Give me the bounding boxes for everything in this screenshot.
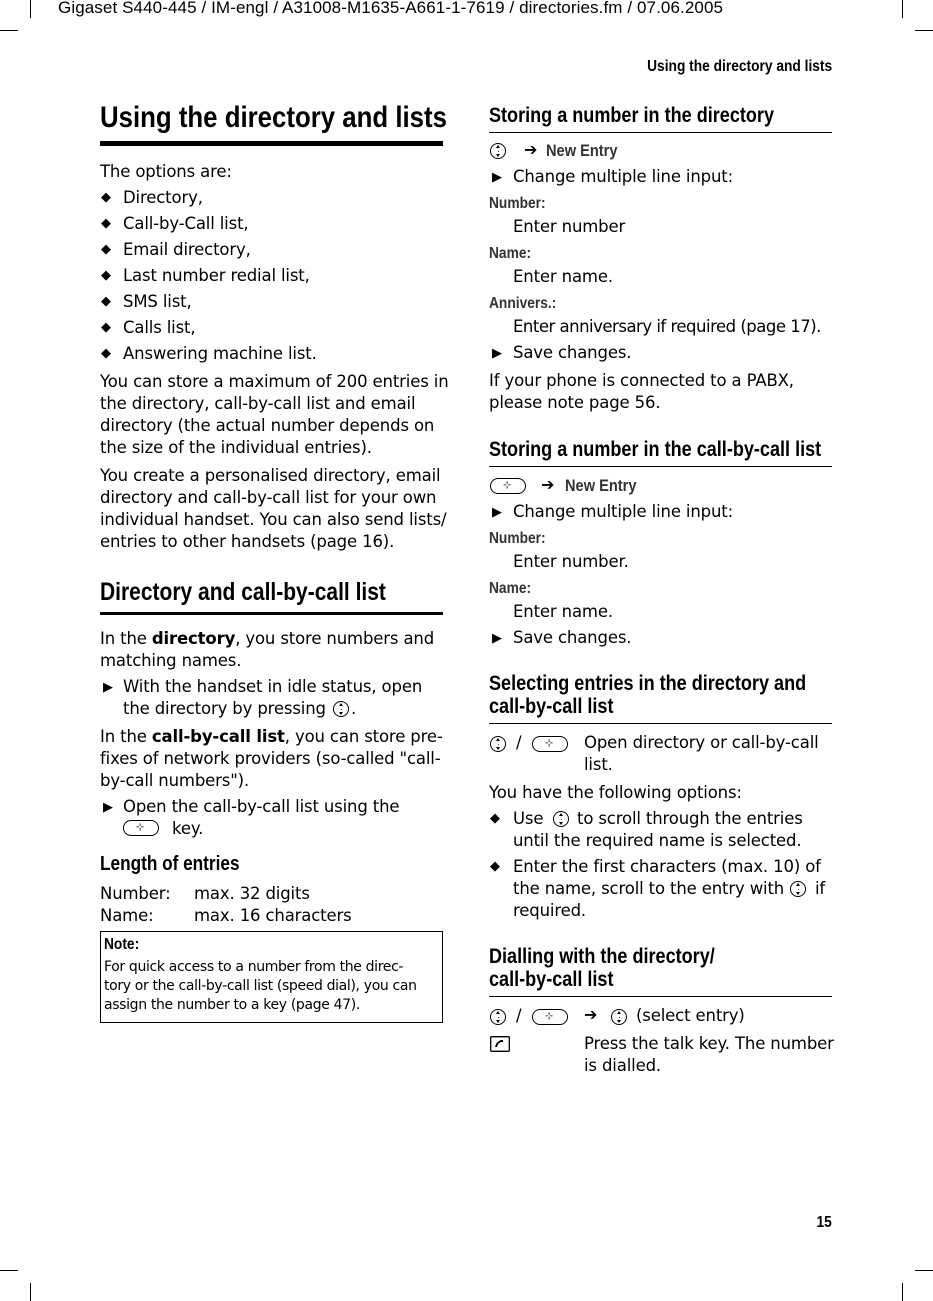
control-key-icon [790,881,806,897]
text-line: With the handset in idle status, open [123,677,423,696]
text-line: individual handset. You can also send lists/ [100,510,447,529]
bullet-icon: ◆ [101,242,111,257]
list-item: Directory, [123,188,203,207]
control-key-icon [611,1009,627,1025]
text-line: Enter name. [513,602,613,621]
text-line: Enter anniversary if required (page 17). [513,317,821,336]
list-item: Calls list, [123,318,196,337]
crop-mark [0,30,18,31]
section-rule [100,612,443,615]
control-key-icon [490,736,506,752]
step-arrow-icon: ▶ [103,680,113,695]
length-title: Length of entries [100,853,240,875]
length-value: max. 32 digits [194,884,310,903]
list-item: Last number redial list, [123,266,310,285]
list-item: Call-by-Call list, [123,214,249,233]
menu-arrow-icon: ➔ [584,1005,598,1024]
running-header: Gigaset S440-445 / IM-engl / A31008-M1635-A661-1-7619 / directories.fm / 07.06.2005 [58,0,724,17]
menu-arrow-icon: ➔ [541,475,555,494]
display-key-icon: ⊹ [532,736,568,752]
text-line: the size of the individual entries). [100,438,372,457]
control-key-icon [553,811,569,827]
title-rule [100,141,443,146]
text-line: the directory by pressing [123,699,326,718]
field-label-name: Name: [489,245,532,262]
bullet-icon: ◆ [101,346,111,361]
section-rule [489,996,832,997]
directory-paragraph [100,628,434,650]
text-line: list. [584,755,613,774]
text-span: , you can store pre- [284,727,443,746]
bullet-icon: ◆ [101,268,111,283]
control-key-icon [490,143,506,159]
control-key-icon [333,701,349,717]
text-line: please note page 56. [489,393,661,412]
section-rule [489,132,832,133]
talk-key-icon [490,1036,510,1052]
page-title: Using the directory and lists [100,101,447,134]
bullet-icon: ◆ [101,320,111,335]
text-span: In the [100,629,152,648]
crop-mark [30,0,31,18]
step-arrow-icon: ▶ [103,800,113,815]
text-line: Change multiple line input: [513,502,734,521]
bullet-icon: ◆ [101,216,111,231]
section-title-select: Selecting entries in the directory and [489,672,807,695]
crop-mark [915,30,933,31]
text-line: Enter number [513,217,626,236]
text-span: directory [151,629,236,648]
step-arrow-icon: ▶ [492,631,502,646]
text-line: (select entry) [636,1006,745,1025]
crop-mark [902,1283,903,1301]
text-line: Change multiple line input: [513,167,734,186]
length-value: max. 16 characters [194,906,352,925]
text-span: call-by-call list [151,727,285,746]
text-line: You can store a maximum of 200 entries in [100,372,449,391]
text-line: fixes of network providers (so-called "call- [100,749,441,768]
text-line: directory (the actual number depends on [100,416,435,435]
section-title-store-directory: Storing a number in the directory [489,104,774,127]
step-arrow-icon: ▶ [492,170,502,185]
menu-new-entry: New Entry [546,141,618,160]
length-label: Number: [100,884,171,903]
text-line: Enter number. [513,552,629,571]
text-line: key. [172,819,204,838]
step-arrow-icon: ▶ [492,346,502,361]
section-rule [489,466,832,467]
text-line: entries to other handsets (page 16). [100,532,395,551]
field-label-number: Number: [489,195,546,212]
text-line: Save changes. [513,343,632,362]
bullet-icon: ◆ [101,190,111,205]
menu-arrow-icon: ➔ [524,140,538,159]
text-line: by-call numbers"). [100,771,250,790]
text-line: Open the call-by-call list using the [123,797,400,816]
text-line: Open directory or call-by-call [584,733,819,752]
text-line: Save changes. [513,628,632,647]
bullet-icon: ◆ [490,811,500,826]
note-text: assign the number to a key (page 47). [104,997,360,1013]
menu-new-entry: New Entry [565,476,637,495]
display-key-icon: ⊹ [532,1009,568,1025]
display-key-icon: ⊹ [123,820,159,836]
intro-text: The options are: [100,162,232,181]
page-number: 15 [816,1214,832,1231]
text-line: Use [513,809,544,828]
list-item: Answering machine list. [123,344,317,363]
bullet-icon: ◆ [490,859,500,874]
text-line: the directory, call-by-call list and email [100,394,416,413]
field-label-annivers: Annivers.: [489,295,557,312]
text-line: You create a personalised directory, email [100,466,441,485]
crop-mark [902,0,903,18]
control-key-icon [490,1009,506,1025]
section-title-dialling: Dialling with the directory/ [489,945,715,968]
text-line: directory and call-by-call list for your own [100,488,437,507]
crop-mark [30,1283,31,1301]
text-line: Enter name. [513,267,613,286]
bullet-icon: ◆ [101,294,111,309]
field-label-number: Number: [489,530,546,547]
crop-mark [0,1270,18,1271]
crop-mark [915,1270,933,1271]
cbc-paragraph [100,726,443,748]
section-title-dialling-line2: call-by-call list [489,968,614,991]
text-line: to scroll through the entries [577,809,803,828]
slash: / [516,1006,522,1025]
note-text: tory or the call-by-call list (speed dial), you can [104,978,417,994]
text-line: Press the talk key. The number [584,1034,834,1053]
list-item: Email directory, [123,240,251,259]
text-line: if [815,879,826,898]
field-label-name: Name: [489,580,532,597]
text-span: In the [100,727,152,746]
note-text: For quick access to a number from the direc- [104,959,404,975]
period: . [351,699,357,718]
section-title-directory: Directory and call-by-call list [100,578,386,606]
section-title-select-line2: call-by-call list [489,695,614,718]
text-line: required. [513,901,587,920]
text-line: until the required name is selected. [513,831,802,850]
section-header: Using the directory and lists [646,58,832,75]
slash: / [516,733,522,752]
text-line: You have the following options: [489,783,742,802]
step-arrow-icon: ▶ [492,505,502,520]
text-line: is dialled. [584,1056,661,1075]
text-line: If your phone is connected to a PABX, [489,371,794,390]
note-title: Note: [104,936,140,953]
list-item: SMS list, [123,292,192,311]
text-line: the name, scroll to the entry with [513,879,785,898]
section-rule [489,723,832,724]
text-line: matching names. [100,651,242,670]
length-label: Name: [100,906,154,925]
text-line: Enter the first characters (max. 10) of [513,857,821,876]
section-title-store-cbc: Storing a number in the call-by-call list [489,438,822,461]
display-key-icon: ⊹ [490,478,526,494]
text-span: , you store numbers and [235,629,435,648]
